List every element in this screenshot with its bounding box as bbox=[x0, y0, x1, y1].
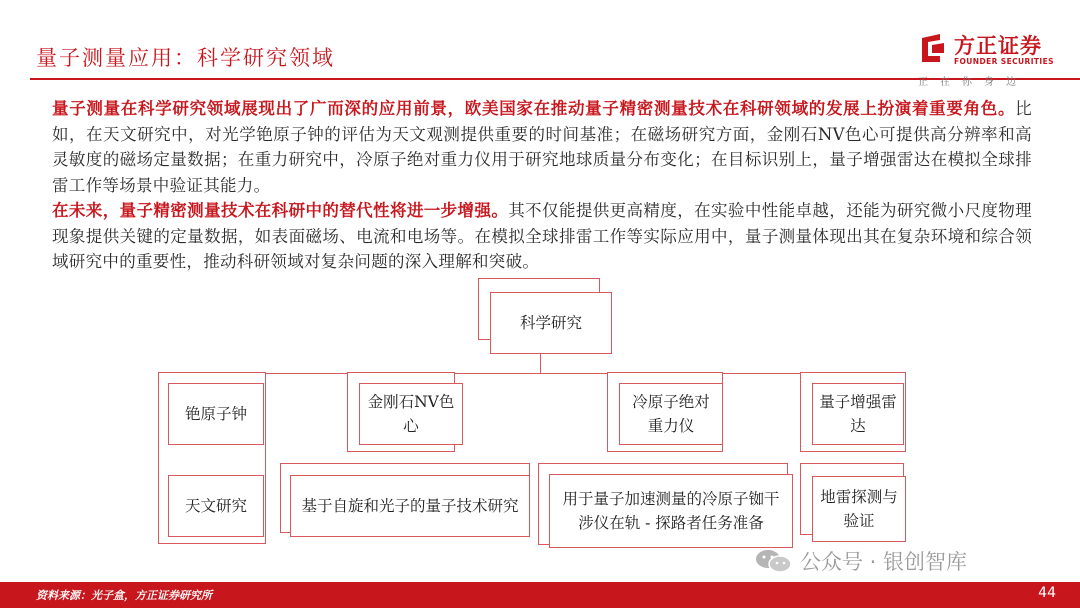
branch-2-bottom-label: 基于自旋和光子的量子技术研究 bbox=[301, 497, 519, 515]
branch-2-top-node bbox=[359, 383, 463, 445]
paragraph-1-text: 比如，在天文研究中，对光学铯原子钟的评估为天文观测提供重要的时间基准；在磁场研究方面，金刚石NV色心可提供高分辨率和高灵敏度的磁场定量数据；在重力研究中，冷原子绝对重力仪用于研究地球质量分布变化；在目标识别上，量子增强雷达在模拟全球排雷工作等场景中验证其能力。 bbox=[52, 99, 1032, 195]
watermark-text: 公众号 · 银创智库 bbox=[800, 550, 968, 574]
root-node bbox=[490, 292, 612, 354]
slide-title: 量子测量应用：科学研究领域 bbox=[36, 46, 335, 70]
branch-2-bottom-node bbox=[290, 475, 530, 537]
branch-3-top-node bbox=[619, 383, 723, 445]
logo-english-name: FOUNDER SECURITIES bbox=[954, 57, 1054, 66]
branch-1-bottom-label: 天文研究 bbox=[184, 497, 247, 515]
source-note: 资料来源：光子盒，方正证券研究所 bbox=[36, 589, 212, 602]
paragraph-2 bbox=[52, 198, 1032, 275]
footer-bar bbox=[0, 582, 1080, 608]
logo-slogan: 正在你身边 bbox=[918, 77, 1028, 88]
branch-3-bottom-label: 用于量子加速测量的冷原子铷干涉仪在轨 - 探路者任务准备 bbox=[562, 490, 780, 532]
branch-bus bbox=[206, 373, 853, 374]
page-number: 44 bbox=[1038, 585, 1056, 601]
branch-4-bottom-label: 地雷探测与验证 bbox=[820, 488, 898, 530]
branch-4-bottom-node bbox=[812, 476, 906, 542]
branch-1-top-label: 铯原子钟 bbox=[184, 405, 247, 423]
wechat-icon bbox=[754, 548, 794, 574]
branch-1-top-node bbox=[168, 383, 264, 445]
branch-3-bottom-node bbox=[549, 474, 793, 548]
body-text bbox=[52, 96, 1032, 275]
branch-4-top-label: 量子增强雷达 bbox=[819, 393, 897, 435]
logo-chinese-name: 方正证券 bbox=[954, 34, 1042, 58]
paragraph-1-highlight: 量子测量在科学研究领域展现出了广而深的应用前景，欧美国家在推动量子精密测量技术在科研领域的发展上扮演着重要角色。 bbox=[52, 99, 1016, 118]
branch-1-bottom-node bbox=[168, 475, 264, 537]
paragraph-2-highlight: 在未来，量子精密测量技术在科研中的替代性将进一步增强。 bbox=[52, 201, 509, 220]
root-node-label: 科学研究 bbox=[519, 314, 582, 332]
watermark bbox=[754, 546, 967, 576]
founder-logo-icon bbox=[918, 32, 948, 64]
branch-3-top-label: 冷原子绝对重力仪 bbox=[632, 393, 710, 435]
paragraph-2-text: 其不仅能提供更高精度，在实验中性能卓越，还能为研究微小尺度物理现象提供关键的定量数据，如表面磁场、电流和电场等。在模拟全球排雷工作等实际应用中，量子测量体现出其在复杂环境和综合领域研究中的重要性，推动科研领域对复杂问题的深入理解和突破。 bbox=[52, 201, 1032, 271]
paragraph-1 bbox=[52, 96, 1032, 198]
branch-2-top-label: 金刚石NV色心 bbox=[367, 393, 455, 435]
branch-4-top-node bbox=[812, 383, 904, 445]
company-logo bbox=[918, 28, 1068, 90]
